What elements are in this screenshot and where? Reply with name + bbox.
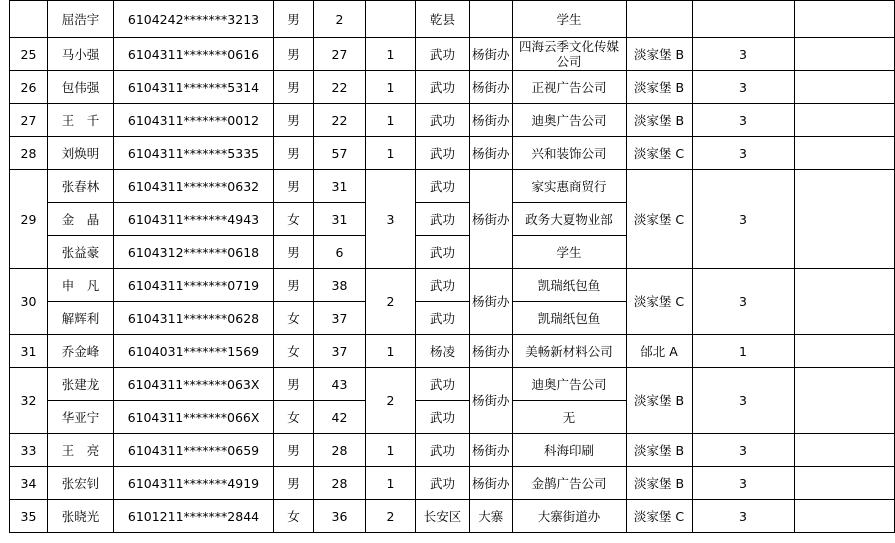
id-number-cell: 6104312*******0618 [114, 236, 274, 269]
table-row [10, 38, 895, 71]
sex-cell: 女 [274, 203, 314, 236]
county-cell: 武功 [416, 38, 470, 71]
age-cell: 31 [314, 203, 366, 236]
remark-cell [794, 335, 894, 368]
score-cell: 3 [692, 71, 794, 104]
score-cell: 3 [692, 500, 794, 533]
group-no-cell: 26 [10, 71, 48, 104]
station-cell: 淡家堡 C [626, 137, 692, 170]
score-cell: 1 [692, 335, 794, 368]
score-cell: 3 [692, 269, 794, 335]
table-row [10, 335, 895, 368]
household-count-cell: 1 [366, 71, 416, 104]
sex-cell: 男 [274, 170, 314, 203]
office-cell: 杨街办 [470, 170, 513, 269]
name-cell: 张宏钊 [48, 467, 114, 500]
workplace-cell: 迪奥广告公司 [512, 368, 626, 401]
household-count-cell: 1 [366, 137, 416, 170]
workplace-cell: 政务大夏物业部 [512, 203, 626, 236]
remark-cell [794, 38, 894, 71]
score-cell: 3 [692, 137, 794, 170]
county-cell: 武功 [416, 236, 470, 269]
workplace-cell: 凯瑞纸包鱼 [512, 302, 626, 335]
remark-cell [794, 71, 894, 104]
table-row [10, 269, 895, 302]
workplace-cell: 学生 [512, 1, 626, 38]
table-row [10, 500, 895, 533]
household-count-cell: 1 [366, 38, 416, 71]
county-cell: 武功 [416, 203, 470, 236]
station-cell: 淡家堡 C [626, 170, 692, 269]
name-cell: 华亚宁 [48, 401, 114, 434]
group-no-cell: 32 [10, 368, 48, 434]
household-count-cell: 1 [366, 467, 416, 500]
name-cell: 张建龙 [48, 368, 114, 401]
name-cell: 王 亮 [48, 434, 114, 467]
name-cell: 包伟强 [48, 71, 114, 104]
table-row [10, 104, 895, 137]
county-cell: 武功 [416, 269, 470, 302]
sex-cell: 男 [274, 236, 314, 269]
sex-cell: 男 [274, 38, 314, 71]
sex-cell: 男 [274, 104, 314, 137]
id-number-cell: 6104311*******5335 [114, 137, 274, 170]
remark-cell [794, 104, 894, 137]
score-cell: 3 [692, 368, 794, 434]
office-cell: 杨街办 [470, 434, 513, 467]
county-cell: 武功 [416, 170, 470, 203]
roster-table [9, 0, 895, 533]
age-cell: 2 [314, 1, 366, 38]
station-cell: 淡家堡 B [626, 434, 692, 467]
household-count-cell: 3 [366, 170, 416, 269]
remark-cell [794, 137, 894, 170]
group-no-cell: 27 [10, 104, 48, 137]
remark-cell [794, 368, 894, 434]
group-no-cell [10, 1, 48, 38]
county-cell: 杨凌 [416, 335, 470, 368]
household-count-cell: 2 [366, 368, 416, 434]
county-cell: 武功 [416, 434, 470, 467]
id-number-cell: 6104311*******0659 [114, 434, 274, 467]
id-number-cell: 6104311*******5314 [114, 71, 274, 104]
age-cell: 38 [314, 269, 366, 302]
age-cell: 6 [314, 236, 366, 269]
office-cell: 杨街办 [470, 71, 513, 104]
workplace-cell: 科海印刷 [512, 434, 626, 467]
office-cell: 杨街办 [470, 368, 513, 434]
name-cell: 张益豪 [48, 236, 114, 269]
county-cell: 武功 [416, 71, 470, 104]
name-cell: 解辉利 [48, 302, 114, 335]
workplace-cell: 美畅新材料公司 [512, 335, 626, 368]
workplace-cell: 家实惠商贸行 [512, 170, 626, 203]
workplace-cell: 四海云季文化传媒公司 [512, 38, 626, 71]
remark-cell [794, 434, 894, 467]
workplace-cell: 金鹊广告公司 [512, 467, 626, 500]
workplace-cell: 迪奥广告公司 [512, 104, 626, 137]
name-cell: 张晓光 [48, 500, 114, 533]
household-count-cell: 2 [366, 500, 416, 533]
name-cell: 乔金峰 [48, 335, 114, 368]
station-cell [626, 1, 692, 38]
station-cell: 淡家堡 B [626, 38, 692, 71]
county-cell: 武功 [416, 368, 470, 401]
sex-cell: 女 [274, 335, 314, 368]
sex-cell: 男 [274, 137, 314, 170]
county-cell: 武功 [416, 467, 470, 500]
workplace-cell: 兴和装饰公司 [512, 137, 626, 170]
score-cell: 3 [692, 38, 794, 71]
county-cell: 武功 [416, 401, 470, 434]
age-cell: 28 [314, 467, 366, 500]
office-cell: 杨街办 [470, 137, 513, 170]
id-number-cell: 6101211*******2844 [114, 500, 274, 533]
score-cell [692, 1, 794, 38]
sex-cell: 男 [274, 1, 314, 38]
sex-cell: 男 [274, 467, 314, 500]
name-cell: 刘焕明 [48, 137, 114, 170]
household-count-cell [366, 1, 416, 38]
station-cell: 淡家堡 C [626, 269, 692, 335]
age-cell: 22 [314, 104, 366, 137]
group-no-cell: 31 [10, 335, 48, 368]
station-cell: 邰北 A [626, 335, 692, 368]
group-no-cell: 25 [10, 38, 48, 71]
id-number-cell: 6104311*******4943 [114, 203, 274, 236]
station-cell: 淡家堡 C [626, 500, 692, 533]
group-no-cell: 28 [10, 137, 48, 170]
county-cell: 乾县 [416, 1, 470, 38]
age-cell: 31 [314, 170, 366, 203]
id-number-cell: 6104311*******0628 [114, 302, 274, 335]
group-no-cell: 34 [10, 467, 48, 500]
age-cell: 27 [314, 38, 366, 71]
name-cell: 张春林 [48, 170, 114, 203]
office-cell: 杨街办 [470, 335, 513, 368]
station-cell: 淡家堡 B [626, 368, 692, 434]
household-count-cell: 1 [366, 335, 416, 368]
workplace-cell: 大寨街道办 [512, 500, 626, 533]
id-number-cell: 6104031*******1569 [114, 335, 274, 368]
workplace-cell: 正视广告公司 [512, 71, 626, 104]
id-number-cell: 6104311*******066X [114, 401, 274, 434]
score-cell: 3 [692, 467, 794, 500]
id-number-cell: 6104311*******4919 [114, 467, 274, 500]
score-cell: 3 [692, 170, 794, 269]
sex-cell: 男 [274, 434, 314, 467]
age-cell: 28 [314, 434, 366, 467]
station-cell: 淡家堡 B [626, 71, 692, 104]
sex-cell: 男 [274, 71, 314, 104]
age-cell: 37 [314, 302, 366, 335]
county-cell: 武功 [416, 104, 470, 137]
id-number-cell: 6104311*******063X [114, 368, 274, 401]
age-cell: 43 [314, 368, 366, 401]
remark-cell [794, 269, 894, 335]
score-cell: 3 [692, 104, 794, 137]
id-number-cell: 6104311*******0012 [114, 104, 274, 137]
table-row [10, 368, 895, 401]
workplace-cell: 无 [512, 401, 626, 434]
sex-cell: 女 [274, 401, 314, 434]
id-number-cell: 6104311*******0616 [114, 38, 274, 71]
name-cell: 屈浩宇 [48, 1, 114, 38]
age-cell: 57 [314, 137, 366, 170]
id-number-cell: 6104242*******3213 [114, 1, 274, 38]
office-cell: 杨街办 [470, 38, 513, 71]
station-cell: 淡家堡 B [626, 104, 692, 137]
name-cell: 马小强 [48, 38, 114, 71]
household-count-cell: 2 [366, 269, 416, 335]
score-cell: 3 [692, 434, 794, 467]
county-cell: 武功 [416, 137, 470, 170]
office-cell: 杨街办 [470, 467, 513, 500]
remark-cell [794, 500, 894, 533]
group-no-cell: 30 [10, 269, 48, 335]
remark-cell [794, 467, 894, 500]
id-number-cell: 6104311*******0632 [114, 170, 274, 203]
office-cell: 杨街办 [470, 269, 513, 335]
table-row [10, 1, 895, 38]
sex-cell: 男 [274, 368, 314, 401]
age-cell: 22 [314, 71, 366, 104]
name-cell: 王 千 [48, 104, 114, 137]
station-cell: 淡家堡 B [626, 467, 692, 500]
group-no-cell: 33 [10, 434, 48, 467]
group-no-cell: 35 [10, 500, 48, 533]
table-row [10, 137, 895, 170]
table-row [10, 71, 895, 104]
office-cell: 大寨 [470, 500, 513, 533]
name-cell: 申 凡 [48, 269, 114, 302]
age-cell: 42 [314, 401, 366, 434]
sex-cell: 女 [274, 302, 314, 335]
table-row [10, 170, 895, 203]
id-number-cell: 6104311*******0719 [114, 269, 274, 302]
county-cell: 武功 [416, 302, 470, 335]
household-count-cell: 1 [366, 104, 416, 137]
table-row [10, 434, 895, 467]
remark-cell [794, 170, 894, 269]
age-cell: 36 [314, 500, 366, 533]
office-cell: 杨街办 [470, 104, 513, 137]
sex-cell: 女 [274, 500, 314, 533]
sex-cell: 男 [274, 269, 314, 302]
workplace-cell: 凯瑞纸包鱼 [512, 269, 626, 302]
remark-cell [794, 1, 894, 38]
table-row [10, 467, 895, 500]
office-cell [470, 1, 513, 38]
workplace-cell: 学生 [512, 236, 626, 269]
household-count-cell: 1 [366, 434, 416, 467]
group-no-cell: 29 [10, 170, 48, 269]
age-cell: 37 [314, 335, 366, 368]
county-cell: 长安区 [416, 500, 470, 533]
name-cell: 金 晶 [48, 203, 114, 236]
